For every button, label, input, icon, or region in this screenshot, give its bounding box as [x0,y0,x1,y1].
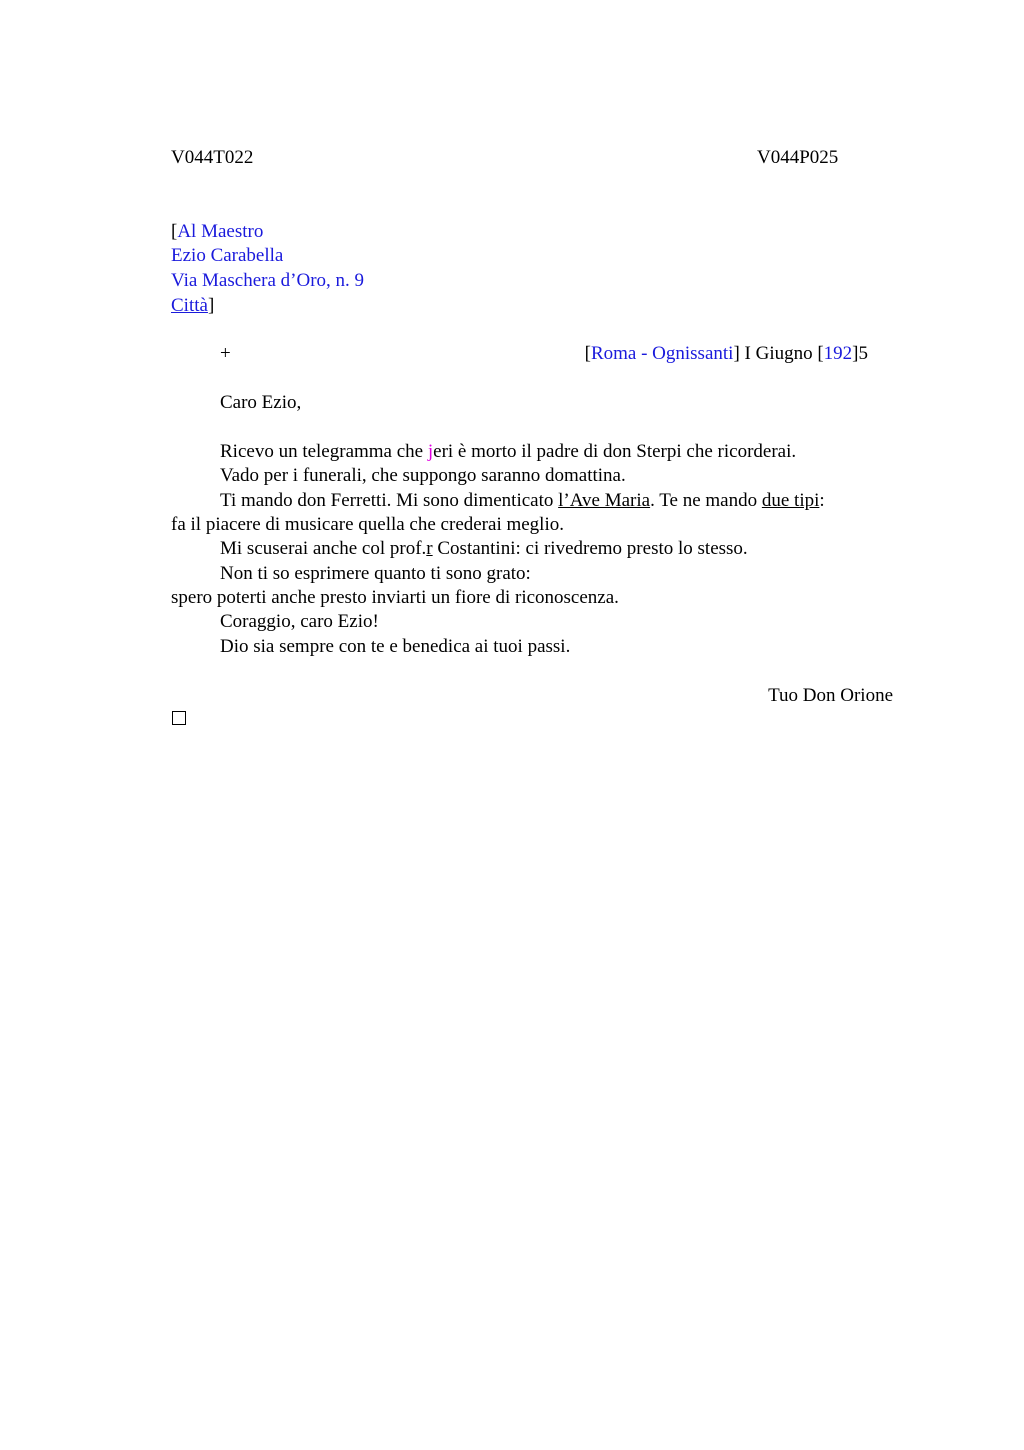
dateline-close-bracket: ] [733,343,740,364]
address-close-bracket: ] [207,295,215,316]
body-line-6: Non ti so esprimere quanto ti sono grato: [220,563,531,584]
address-recipient-name: Ezio Carabella [171,245,284,266]
body-text: Costantini: ci rivedremo presto lo stesso. [432,538,748,559]
address-line-1 [171,220,263,244]
body-text: Mi scuserai anche col prof. [220,538,427,559]
dateline-year-close: ] [852,343,859,364]
body-line-3 [220,489,825,513]
end-of-document-box-icon [172,711,186,725]
dateline-year-prefix: 192 [823,343,853,364]
underlined-due-tipi: due tipi [761,490,820,511]
body-line-4: fa il piacere di musicare quella che crederai meglio. [171,514,564,535]
body-text: . Te ne mando [650,490,762,511]
address-open-bracket: [ [171,221,178,242]
salutation: Caro Ezio, [220,392,302,413]
body-text: Ricevo un telegramma che [220,441,428,462]
body-text: eri è morto il padre di don Sterpi che ricorderai. [433,441,797,462]
document-code-left: V044T022 [171,147,254,168]
dateline-year-open: [ [817,343,824,364]
address-city: Città [171,295,208,316]
body-text: : [819,490,825,511]
dateline-day-month: I Giugno [739,343,818,364]
address-line-4 [171,294,214,318]
body-text: Ti mando don Ferretti. Mi sono dimenticato [220,490,559,511]
signature: Tuo Don Orione [768,685,893,706]
body-line-2: Vado per i funerali, che suppongo saranno domattina. [220,465,626,486]
dateline-place: Roma - Ognissanti [590,343,734,364]
address-street: Via Maschera d’Oro, n. 9 [171,270,365,291]
dateline-year-digit: 5 [858,343,868,364]
emended-letter: j [427,441,434,462]
body-line-8: Coraggio, caro Ezio! [220,611,379,632]
underlined-ave-maria: l’Ave Maria [558,490,651,511]
body-line-9: Dio sia sempre con te e benedica ai tuoi passi. [220,636,571,657]
body-line-7: spero poterti anche presto inviarti un fiore di riconoscenza. [171,587,619,608]
document-code-right: V044P025 [757,147,839,168]
dateline-open-bracket: [ [584,343,591,364]
dateline [585,342,868,366]
body-line-5 [220,537,748,561]
underlined-superscript-r: r [426,538,433,559]
address-recipient-title: Al Maestro [177,221,264,242]
cross-symbol: + [220,343,231,364]
body-line-1 [220,440,796,464]
